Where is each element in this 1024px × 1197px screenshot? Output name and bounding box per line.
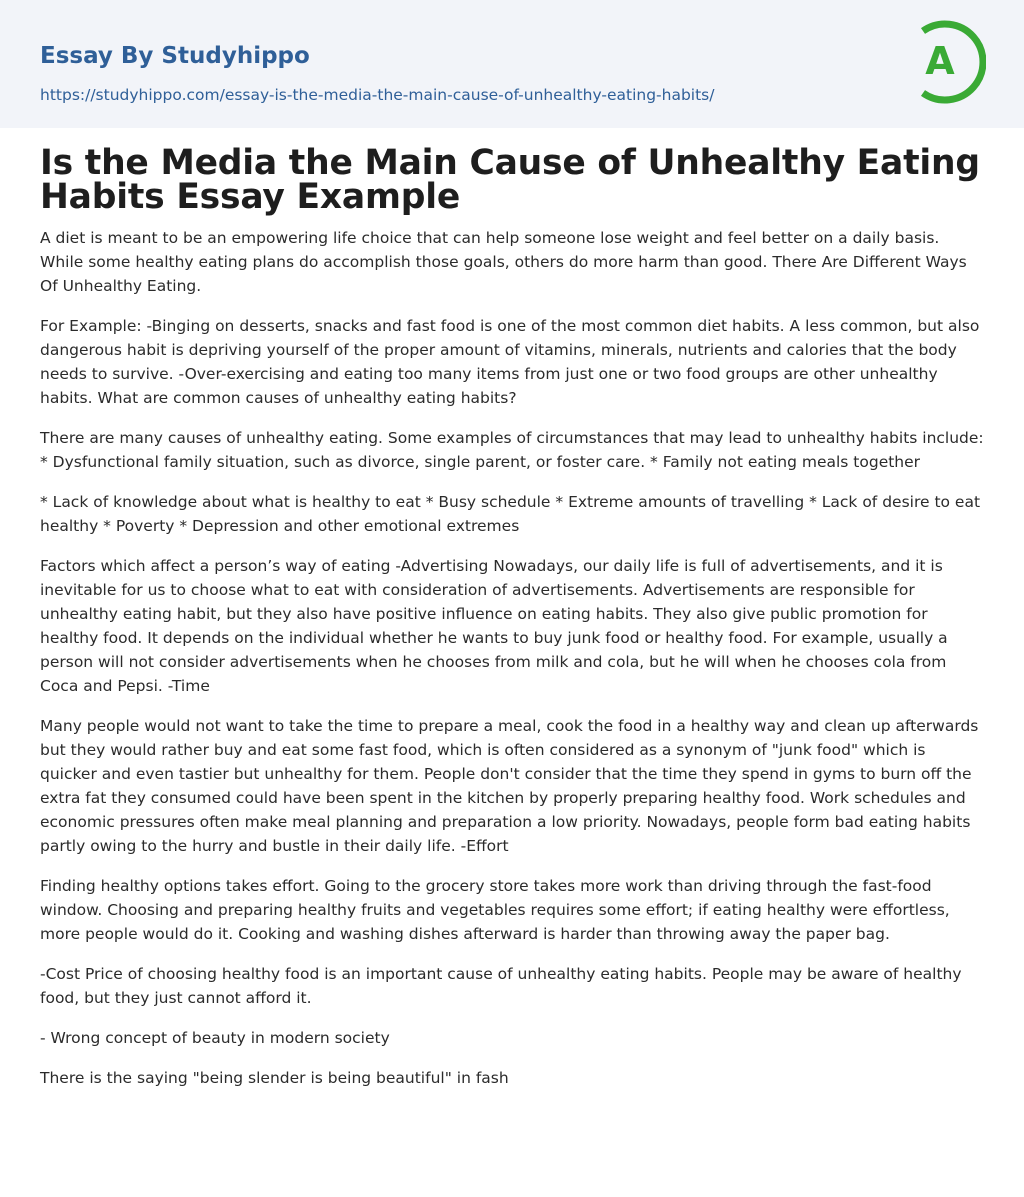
essay-paragraph: - Wrong concept of beauty in modern society (40, 1029, 390, 1047)
essay-paragraph: There are many causes of unhealthy eating. Some examples of circumstances that may lead to unhealthy habits include: * Dysfunctional family situation, such as divorce, single parent, or foster care. * Family not eating meals together (40, 429, 984, 471)
essay-content (0, 128, 1024, 1090)
logo-letter: A (925, 39, 955, 83)
essay-paragraph: There is the saying "being slender is being beautiful" in fash (40, 1069, 509, 1087)
essay-paragraph: * Lack of knowledge about what is healthy to eat * Busy schedule * Extreme amounts of travelling * Lack of desire to eat healthy * Poverty * Depression and other emotional extremes (40, 493, 981, 535)
essay-paragraph: Many people would not want to take the time to prepare a meal, cook the food in a healthy way and clean up afterwards but they would rather buy and eat some fast food, which is often considered as a synonym of "junk food" which is quicker and even tastier but unhealthy for them. People don't consider that the time they spend in gyms to burn off the extra fat they consumed could have been spent in the kitchen by properly preparing healthy food. Work schedules and economic pressures often make meal planning and preparation a low priority. Nowadays, people form bad eating habits partly owing to the hurry and bustle in their daily life. -Effort (40, 717, 979, 855)
essay-paragraph: For Example: -Binging on desserts, snacks and fast food is one of the most common diet habits. A less common, but also dangerous habit is depriving yourself of the proper amount of vitamins, minerals, nutrients and calories that the body needs to survive. -Over-exercising and eating too many items from just one or two food groups are other unhealthy habits. What are common causes of unhealthy eating habits? (40, 317, 980, 407)
studyhippo-logo-icon[interactable] (914, 19, 986, 105)
site-title[interactable]: Essay By Studyhippo (40, 43, 310, 69)
essay-paragraph: -Cost Price of choosing healthy food is an important cause of unhealthy eating habits. People may be aware of healthy food, but they just cannot afford it. (40, 965, 962, 1007)
essay-url-link[interactable]: https://studyhippo.com/essay-is-the-media-the-main-cause-of-unhealthy-eating-habits/ (40, 86, 715, 104)
essay-paragraph: Factors which affect a person’s way of eating -Advertising Nowadays, our daily life is full of advertisements, and it is inevitable for us to choose what to eat with consideration of advertisements. Advertisements are responsible for unhealthy eating habit, but they also have positive influence on eating habits. They also give public promotion for healthy food. It depends on the individual whether he wants to buy junk food or healthy food. For example, usually a person will not consider advertisements when he chooses from milk and cola, but he will when he chooses cola from Coca and Pepsi. -Time (40, 557, 948, 695)
essay-title: Is the Media the Main Cause of Unhealthy Eating Habits Essay Example (40, 143, 980, 217)
site-header (0, 0, 1024, 128)
essay-paragraph: A diet is meant to be an empowering life choice that can help someone lose weight and feel better on a daily basis. While some healthy eating plans do accomplish those goals, others do more harm than good. There Are Different Ways Of Unhealthy Eating. (40, 229, 967, 295)
essay-paragraph: Finding healthy options takes effort. Going to the grocery store takes more work than driving through the fast-food window. Choosing and preparing healthy fruits and vegetables requires some effort; if eating healthy were effortless, more people would do it. Cooking and washing dishes afterward is harder than throwing away the paper bag. (40, 877, 950, 943)
